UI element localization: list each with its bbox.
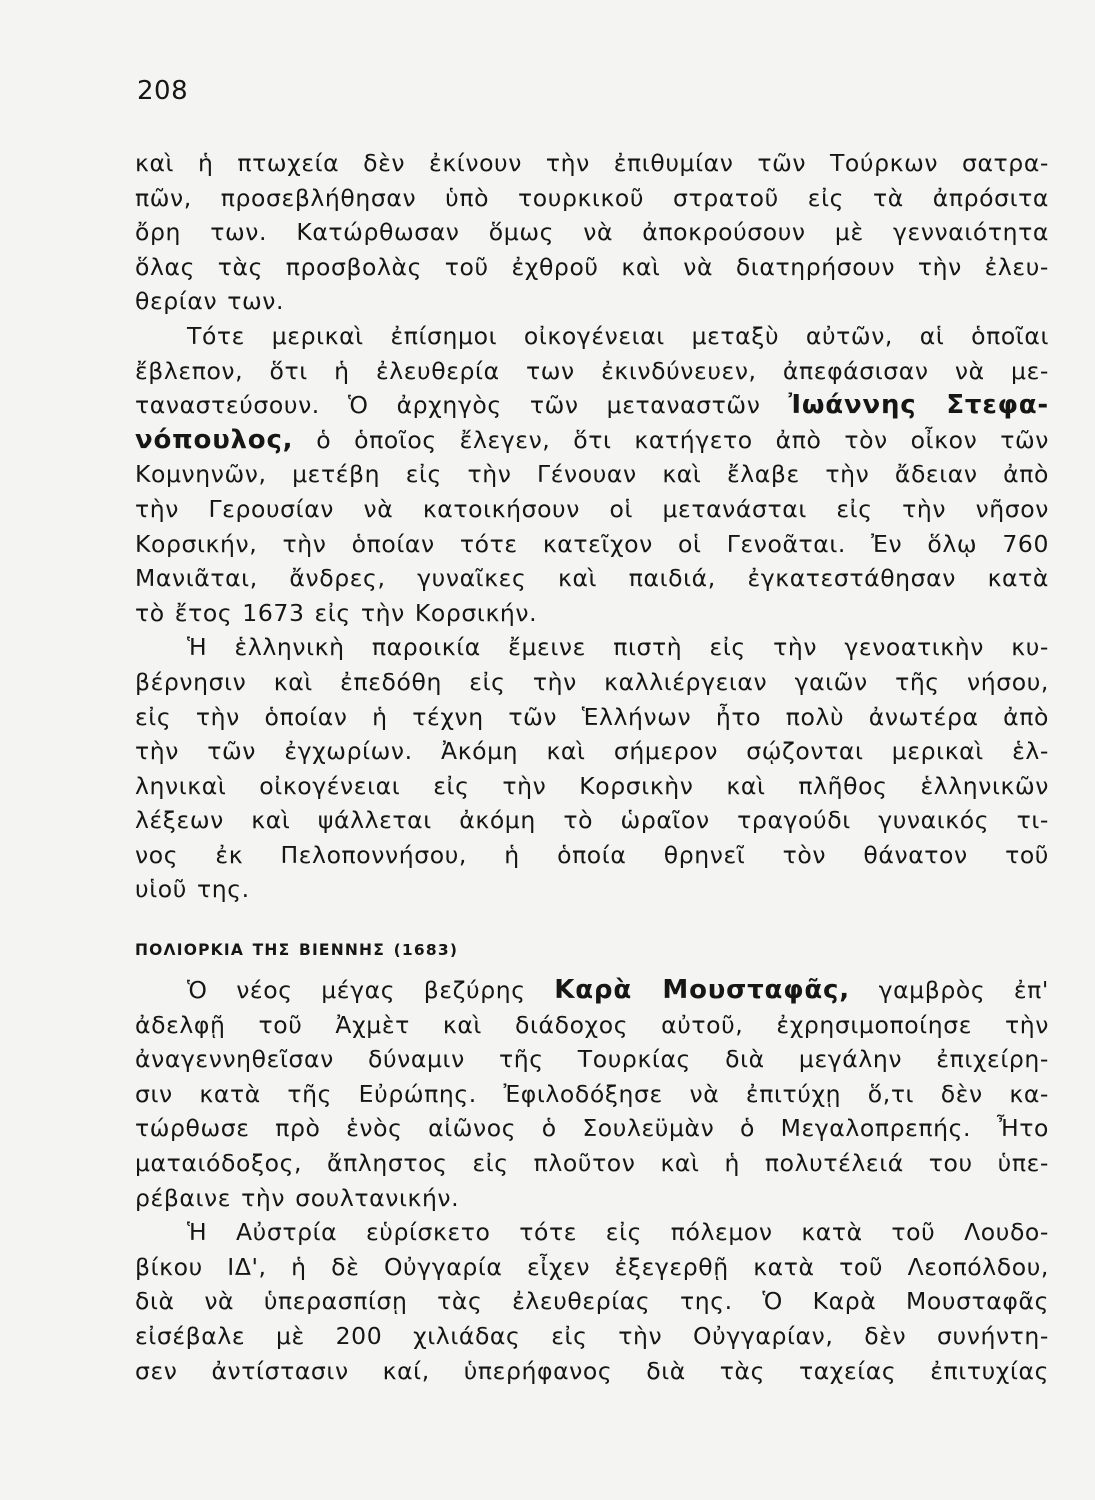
text-segment: Ὁ νέος μέγας βεζύρης [187, 976, 555, 1005]
text-line: υἱοῦ της. [135, 875, 250, 904]
paragraph [135, 973, 1049, 1215]
body-text [135, 146, 1049, 1388]
paragraph [135, 146, 1049, 319]
text-line: βέρνησιν καὶ ἐπεδόθη εἰς τὴν καλλιέργειαν γαιῶν τῆς νήσου, [135, 667, 1049, 696]
text-line: τὴν τῶν ἐγχωρίων. Ἀκόμη καὶ σήμερον σῴζονται μερικαὶ ἑλ- [135, 737, 1049, 766]
text-line: νος ἐκ Πελοποννήσου, ἡ ὁποία θρηνεῖ τὸν θάνατον τοῦ [135, 840, 1049, 869]
paragraph [135, 1215, 1049, 1388]
bold-name: Καρὰ Μουσταφᾶς, [554, 975, 850, 1006]
text-line: τὸ ἔτος 1673 εἰς τὴν Κορσικήν. [135, 598, 538, 627]
text-line: ὄρη των. Κατώρθωσαν ὅμως νὰ ἀποκρούσουν μὲ γενναιότητα [135, 218, 1049, 247]
text-line: ἀδελφῇ τοῦ Ἀχμὲτ καὶ διάδοχος αὐτοῦ, ἐχρησιμοποίησε τὴν [135, 1010, 1049, 1039]
text-line: καὶ ἡ πτωχεία δὲν ἐκίνουν τὴν ἐπιθυμίαν τῶν Τούρκων σατρα- [135, 149, 1049, 177]
text-line: ληνικαὶ οἰκογένειαι εἰς τὴν Κορσικὴν καὶ πλῆθος ἑλληνικῶν [135, 771, 1049, 800]
section-heading: ΠΟΛΙΟΡΚΙΑ ΤΗΣ ΒΙΕΝΝΗΣ (1683) [135, 941, 459, 960]
text-line: Ἡ ἑλληνικὴ παροικία ἔμεινε πιστὴ εἰς τὴν γενοατικὴν κυ- [187, 633, 1049, 662]
text-line: πῶν, προσεβλήθησαν ὑπὸ τουρκικοῦ στρατοῦ εἰς τὰ ἀπρόσιτα [135, 183, 1049, 212]
text-line: Μανιᾶται, ἄνδρες, γυναῖκες καὶ παιδιά, ἐγκατεστάθησαν κατὰ [135, 564, 1049, 593]
text-line: λέξεων καὶ ψάλλεται ἀκόμη τὸ ὡραῖον τραγούδι γυναικός τι- [135, 806, 1049, 835]
text-line: διὰ νὰ ὑπερασπίσῃ τὰς ἐλευθερίας της. Ὁ Καρὰ Μουσταφᾶς [135, 1287, 1049, 1316]
text-line: Κομνηνῶν, μετέβη εἰς τὴν Γένουαν καὶ ἔλαβε τὴν ἄδειαν ἀπὸ [135, 460, 1049, 489]
text-line: Τότε μερικαὶ ἐπίσημοι οἰκογένειαι μεταξὺ αὐτῶν, αἱ ὁποῖαι [187, 321, 1049, 350]
text-line: θερίαν των. [135, 287, 285, 316]
text-segment: ταναστεύσουν. Ὁ ἀρχηγὸς τῶν μεταναστῶν [135, 391, 789, 420]
bold-name: νόπουλος, [135, 424, 294, 455]
text-line: ἔβλεπον, ὅτι ἡ ἐλευθερία των ἐκινδύνευεν, ἀπεφάσισαν νὰ με- [135, 356, 1049, 385]
text-line: ρέβαινε τὴν σουλτανικήν. [135, 1183, 460, 1212]
text-line: σιν κατὰ τῆς Εὐρώπης. Ἐφιλοδόξησε νὰ ἐπιτύχῃ ὅ,τι δὲν κα- [135, 1079, 1049, 1108]
text-line: ἀναγεννηθεῖσαν δύναμιν τῆς Τουρκίας διὰ μεγάλην ἐπιχείρη- [135, 1045, 1049, 1074]
page-number: 208 [137, 76, 189, 106]
text-line: Κορσικήν, τὴν ὁποίαν τότε κατεῖχον οἱ Γενοᾶται. Ἐν ὅλῳ 760 [135, 529, 1049, 558]
paragraph [135, 630, 1049, 907]
text-line: βίκου ΙΔ', ἡ δὲ Οὐγγαρία εἶχεν ἐξεγερθῇ κατὰ τοῦ Λεοπόλδου, [135, 1252, 1049, 1281]
text-line: εἰς τὴν ὁποίαν ἡ τέχνη τῶν Ἑλλήνων ἦτο πολὺ ἀνωτέρα ἀπὸ [135, 702, 1049, 731]
paragraph [135, 319, 1049, 630]
text-line [135, 423, 1049, 458]
text-line: τὴν Γερουσίαν νὰ κατοικήσουν οἱ μετανάσται εἰς τὴν νῆσον [135, 494, 1049, 523]
text-line: τώρθωσε πρὸ ἑνὸς αἰῶνος ὁ Σουλεϋμὰν ὁ Μεγαλοπρεπής. Ἦτο [135, 1114, 1049, 1143]
text-line: ματαιόδοξος, ἄπληστος εἰς πλοῦτον καὶ ἡ πολυτέλειά του ὑπε- [135, 1149, 1049, 1178]
text-line: σεν ἀντίστασιν καί, ὑπερήφανος διὰ τὰς ταχείας ἐπιτυχίας [135, 1356, 1049, 1385]
text-line: ὅλας τὰς προσβολὰς τοῦ ἐχθροῦ καὶ νὰ διατηρήσουν τὴν ἐλευ- [135, 252, 1049, 281]
text-line [135, 388, 1049, 423]
text-segment: γαμβρὸς ἐπ' [849, 976, 1049, 1005]
text-line: εἰσέβαλε μὲ 200 χιλιάδας εἰς τὴν Οὐγγαρίαν, δὲν συνήντη- [135, 1322, 1049, 1350]
text-line: Ἡ Αὐστρία εὑρίσκετο τότε εἰς πόλεμον κατὰ τοῦ Λουδο- [187, 1218, 1049, 1247]
text-line [135, 973, 1049, 1008]
text-segment: ὁ ὁποῖος ἔλεγεν, ὅτι κατήγετο ἀπὸ τὸν οἶκον τῶν [293, 425, 1049, 454]
bold-name: Ἰωάννης Στεφα- [788, 390, 1049, 421]
